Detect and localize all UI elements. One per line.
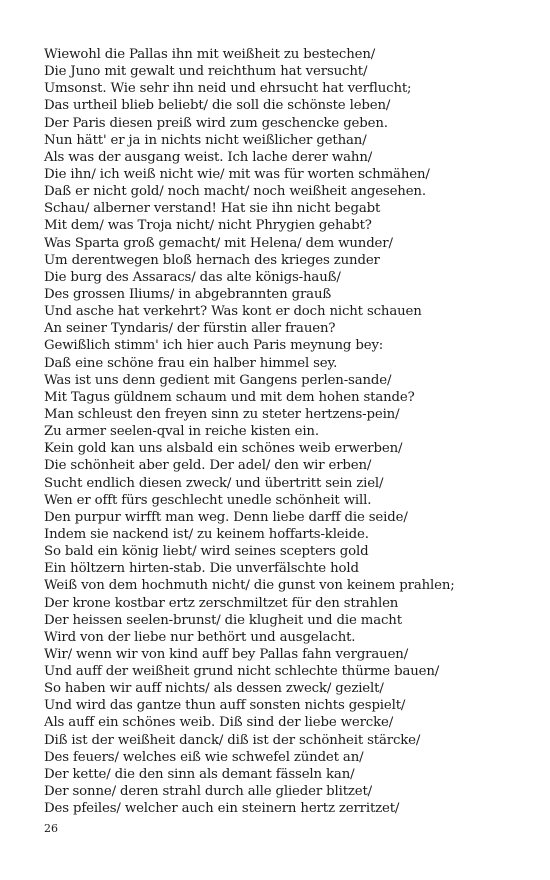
verse-line: Und wird das gantze thun auff sonsten nichts gespielt/ [44,698,406,714]
verse-line: Ein höltzern hirten-stab. Die unverfälschte hold [44,561,359,577]
verse-line: Daß eine schöne frau ein halber himmel sey. [44,355,338,371]
verse-line: Die burg des Assaracs/ das alte königs-hauß/ [44,269,341,285]
verse-line: Kein gold kan uns alsbald ein schönes weib erwerben/ [44,441,403,457]
verse-line: Wir/ wenn wir von kind auff bey Pallas fahn vergrauen/ [44,646,409,662]
verse-line: Als was der ausgang weist. Ich lache derer wahn/ [44,149,373,165]
verse-line: Wiewohl die Pallas ihn mit weißheit zu bestechen/ [44,47,376,62]
poem-text [44,46,514,817]
verse-line: Sucht endlich diesen zweck/ und übertritt sein ziel/ [44,475,384,491]
verse-line: Und asche hat verkehrt? Was kont er doch nicht schauen [44,304,422,320]
verse-line: Den purpur wirfft man weg. Denn liebe darff die seide/ [44,509,408,525]
verse-line: Der heissen seelen-brunst/ die klugheit und die macht [44,612,402,628]
verse-line: So bald ein könig liebt/ wird seines scepters gold [44,544,369,560]
verse-line: Des pfeiles/ welcher auch ein steinern hertz zerritzet/ [44,801,400,817]
verse-line: Um derentwegen bloß hernach des krieges zunder [44,252,380,268]
verse-line: Die schönheit aber geld. Der adel/ den wir erben/ [44,458,372,474]
verse-line: Diß ist der weißheit danck/ diß ist der schönheit stärcke/ [44,732,421,748]
verse-line: An seiner Tyndaris/ der fürstin aller frauen? [44,321,336,337]
verse-line: Schau/ alberner verstand! Hat sie ihn nicht begabt [44,201,381,217]
verse-line: Die Juno mit gewalt und reichthum hat versucht/ [44,64,368,80]
verse-line: Nun hätt' er ja in nichts nicht weißlicher gethan/ [44,132,367,148]
verse-line: Des grossen Iliums/ in abgebrannten grauß [44,286,332,302]
verse-line: Man schleust den freyen sinn zu steter hertzens-pein/ [44,406,400,422]
verse-line: Wird von der liebe nur bethört und ausgelacht. [44,629,356,645]
verse-line: Der krone kostbar ertz zerschmiltzet für den strahlen [44,595,399,611]
verse-line: Wen er offt fürs geschlecht unedle schönheit will. [44,492,372,508]
verse-line: Mit dem/ was Troja nicht/ nicht Phrygien gehabt? [44,218,372,234]
verse-line: Daß er nicht gold/ noch macht/ noch weißheit angesehen. [44,184,426,200]
verse-line: Zu armer seelen-qval in reiche kisten ein. [44,424,319,440]
verse-line: Gewißlich stimm' ich hier auch Paris meynung bey: [44,338,384,354]
verse-line: Indem sie nackend ist/ zu keinem hoffarts-kleide. [44,526,369,542]
verse-line: Als auff ein schönes weib. Diß sind der liebe wercke/ [44,715,394,731]
verse-line: Das urtheil blieb beliebt/ die soll die schönste leben/ [44,98,391,114]
verse-line: Der kette/ die den sinn als demant fässeln kan/ [44,766,355,782]
verse-line: Der Paris diesen preiß wird zum geschencke geben. [44,115,388,131]
verse-line: So haben wir auff nichts/ als dessen zweck/ gezielt/ [44,681,384,697]
verse-line: Die ihn/ ich weiß nicht wie/ mit was für worten schmähen/ [44,166,430,182]
verse-line: Mit Tagus güldnem schaum und mit dem hohen stande? [44,389,415,405]
verse-line: Des feuers/ welches eiß wie schwefel zündet an/ [44,749,364,765]
verse-line: Was Sparta groß gemacht/ mit Helena/ dem wunder/ [44,235,393,251]
verse-line: Weiß von dem hochmuth nicht/ die gunst von keinem prahlen; [44,578,455,594]
verse-line: Und auff der weißheit grund nicht schlechte thürme bauen/ [44,664,440,680]
page-number: 26 [44,822,58,835]
verse-line: Umsonst. Wie sehr ihn neid und ehrsucht hat verflucht; [44,81,412,97]
verse-line: Was ist uns denn gedient mit Gangens perlen-sande/ [44,372,392,388]
verse-line: Der sonne/ deren strahl durch alle glieder blitzet/ [44,784,372,800]
